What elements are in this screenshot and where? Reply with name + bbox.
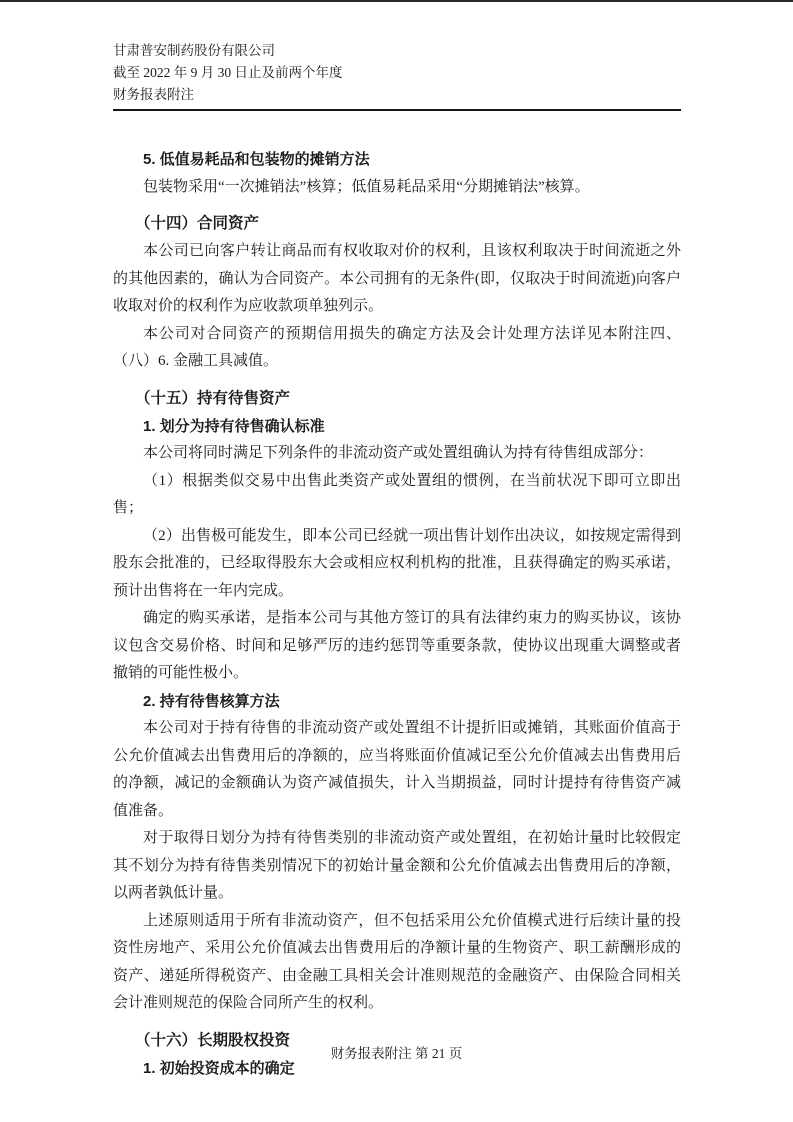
subsection-heading-accounting-method: 2. 持有待售核算方法 — [143, 692, 280, 710]
page-header — [113, 40, 681, 106]
page-number-text: 财务报表附注 第 21 页 — [330, 1046, 463, 1061]
header-company-name: 甘肃普安制药股份有限公司 — [113, 43, 275, 58]
paragraph: 本公司已向客户转让商品而有权收取对价的权利，且该权利取决于时间流逝之外的其他因素的，确认为合同资产。本公司拥有的无条件(即，仅取决于时间流逝)向客户收取对价的权利作为应收款项单独列示。 — [113, 243, 681, 314]
paragraph: 本公司将同时满足下列条件的非流动资产或处置组确认为持有待售组成部分： — [143, 445, 654, 461]
list-item-2: （2）出售极可能发生，即本公司已经就一项出售计划作出决议，如按规定需得到股东会批准的，已经取得股东大会或相应权利机构的批准，且获得确定的购买承诺，预计出售将在一年内完成。 — [113, 527, 681, 599]
section-heading-contract-assets: （十四）合同资产 — [135, 215, 260, 232]
paragraph: 本公司对于持有待售的非流动资产或处置组不计提折旧或摊销，其账面价值高于公允价值减去出售费用后的净额的，应当将账面价值减记至公允价值减去出售费用后的净额，减记的金额确认为资产减值损失，计入当期损益，同时计提持有待售资产减值准备。 — [113, 720, 681, 819]
subsection-heading-amortization: 5. 低值易耗品和包装物的摊销方法 — [143, 151, 370, 168]
page-footer — [0, 1044, 793, 1064]
header-document-title: 财务报表附注 — [113, 87, 194, 102]
paragraph: 本公司对合同资产的预期信用损失的确定方法及会计处理方法详见本附注四、（八）6. 金融工具减值。 — [113, 325, 681, 369]
paragraph: 对于取得日划分为持有待售类别的非流动资产或处置组，在初始计量时比较假定其不划分为持有待售类别情况下的初始计量金额和公允价值减去出售费用后的净额，以两者孰低计量。 — [113, 830, 681, 901]
document-body — [113, 111, 681, 1082]
section-heading-long-term-equity-investment: （十六）长期股权投资 — [135, 1031, 291, 1049]
subsection-heading-initial-investment-cost: 1. 初始投资成本的确定 — [143, 1059, 295, 1077]
section-heading-held-for-sale: （十五）持有待售资产 — [135, 389, 291, 407]
subsection-heading-classification: 1. 划分为持有待售确认标准 — [143, 417, 325, 435]
paragraph: 包装物采用“一次摊销法”核算；低值易耗品采用“分期摊销法”核算。 — [143, 178, 590, 195]
header-reporting-period: 截至 2022 年 9 月 30 日止及前两个年度 — [113, 65, 343, 80]
list-item-1: （1）根据类似交易中出售此类资产或处置组的惯例，在当前状况下即可立即出售； — [113, 472, 681, 516]
paragraph: 上述原则适用于所有非流动资产，但不包括采用公允价值模式进行后续计量的投资性房地产、采用公允价值减去出售费用后的净额计量的生物资产、职工薪酬形成的资产、递延所得税资产、由金融工具相关会计准则规范的金融资产、由保险合同相关会计准则规范的保险合同所产生的权利。 — [113, 912, 681, 1011]
window-top-edge — [0, 0, 793, 2]
paragraph: 确定的购买承诺，是指本公司与其他方签订的具有法律约束力的购买协议，该协议包含交易价格、时间和足够严厉的违约惩罚等重要条款，使协议出现重大调整或者撤销的可能性极小。 — [113, 610, 681, 681]
